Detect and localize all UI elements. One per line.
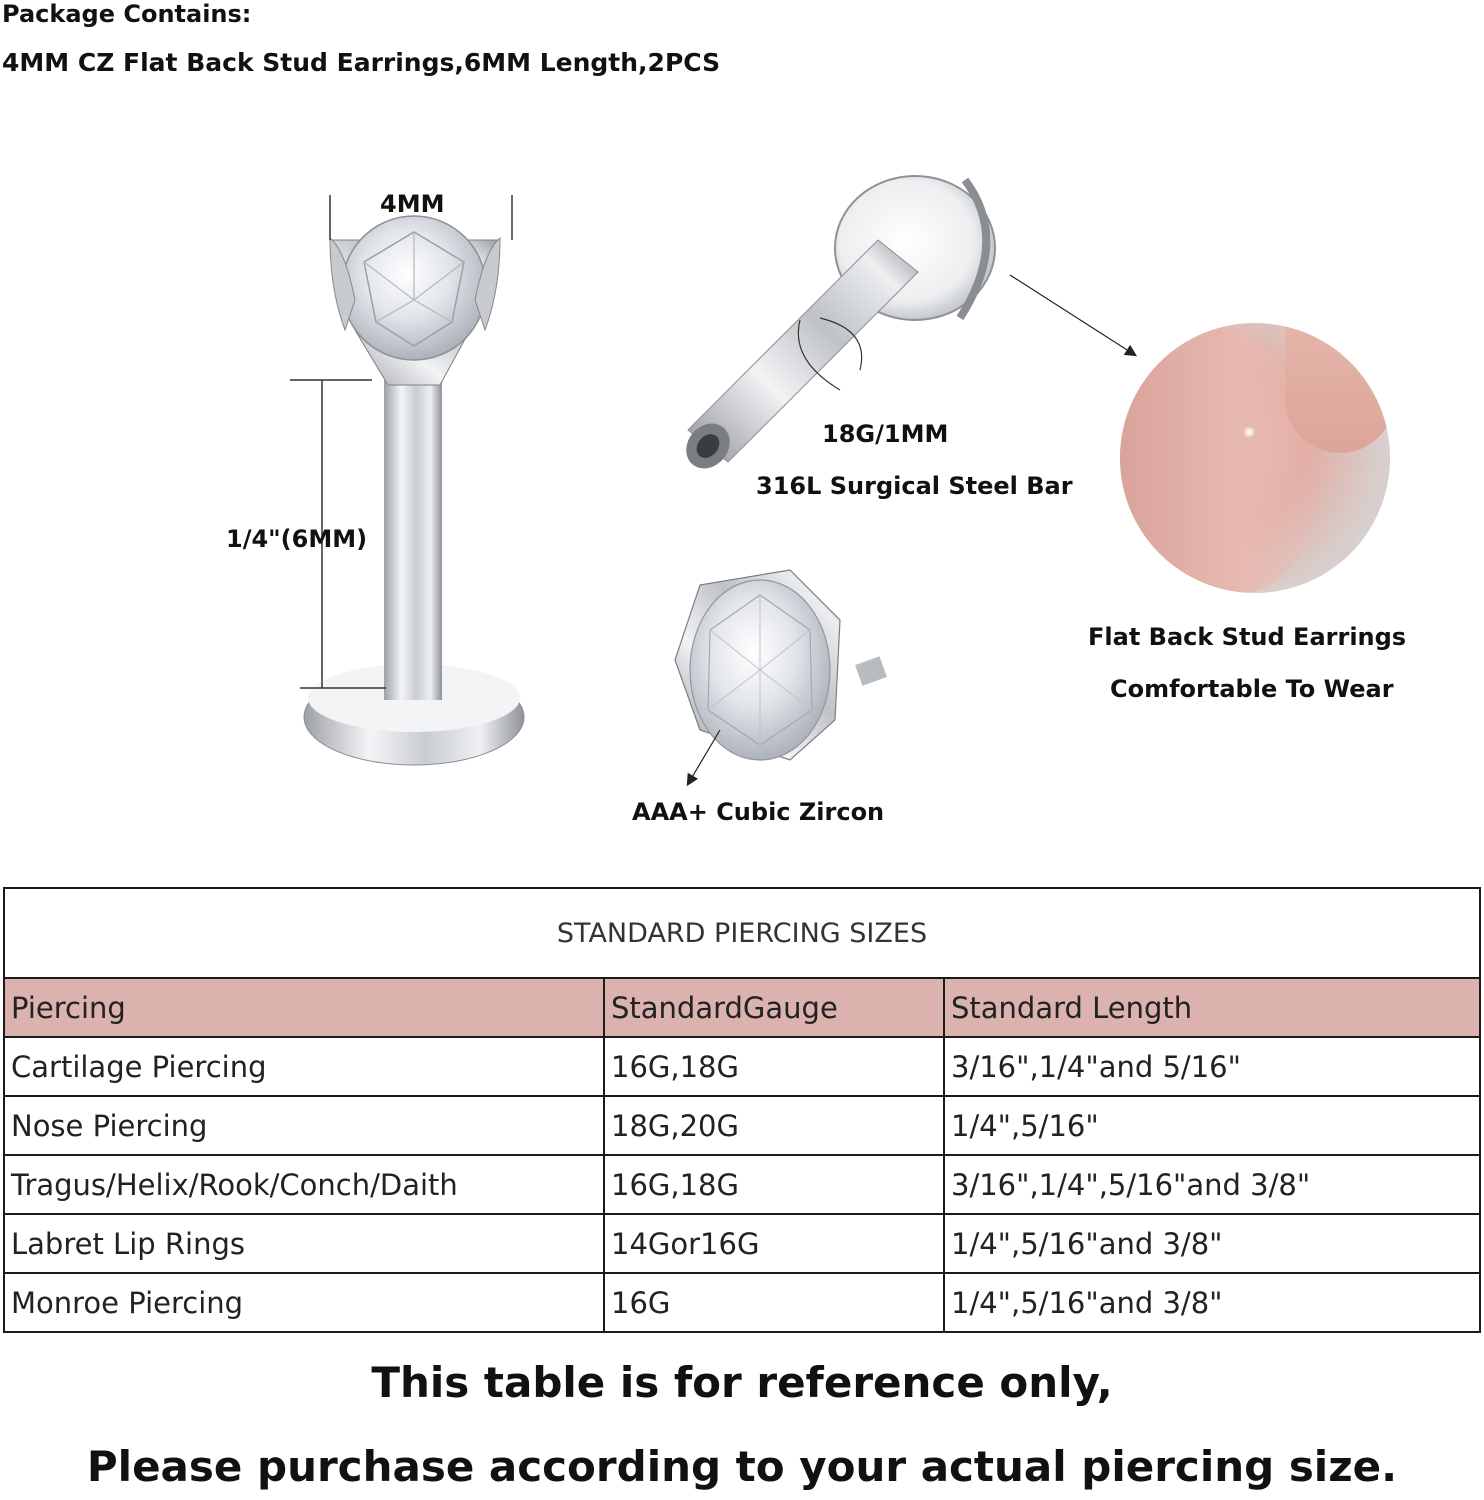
photo-pointer-arrow bbox=[1010, 275, 1135, 355]
gauge-cell: 16G,18G bbox=[604, 1037, 944, 1096]
purchase-advice: Please purchase according to your actual piercing size. bbox=[86, 1442, 1398, 1491]
length-cell: 3/16",1/4",5/16"and 3/8" bbox=[944, 1155, 1480, 1214]
width-label: 4MM bbox=[380, 190, 445, 218]
table-row bbox=[4, 1096, 1480, 1155]
length-label: 1/4"(6MM) bbox=[226, 525, 368, 553]
table-row bbox=[4, 1155, 1480, 1214]
column-header-length: Standard Length bbox=[944, 978, 1480, 1037]
piercing-cell: Nose Piercing bbox=[4, 1096, 604, 1155]
table-header-row bbox=[4, 978, 1480, 1037]
column-header-piercing: Piercing bbox=[4, 978, 604, 1037]
table-caption: STANDARD PIERCING SIZES bbox=[4, 888, 1480, 978]
bar-material-label: 316L Surgical Steel Bar bbox=[756, 472, 1073, 500]
reference-note: This table is for reference only, bbox=[371, 1358, 1113, 1407]
gauge-cell: 16G bbox=[604, 1273, 944, 1332]
length-cell: 1/4",5/16" bbox=[944, 1096, 1480, 1155]
finger bbox=[1285, 323, 1390, 453]
length-cell: 1/4",5/16"and 3/8" bbox=[944, 1273, 1480, 1332]
zircon-label: AAA+ Cubic Zircon bbox=[632, 798, 885, 826]
gauge-label: 18G/1MM bbox=[822, 420, 949, 448]
piercing-cell: Monroe Piercing bbox=[4, 1273, 604, 1332]
piercing-cell: Labret Lip Rings bbox=[4, 1214, 604, 1273]
package-contents: 4MM CZ Flat Back Stud Earrings,6MM Length,2PCS bbox=[2, 48, 721, 77]
table-row bbox=[4, 1037, 1480, 1096]
table-row bbox=[4, 1214, 1480, 1273]
piercing-hole bbox=[1242, 427, 1256, 437]
length-cell: 1/4",5/16"and 3/8" bbox=[944, 1214, 1480, 1273]
photo-caption-2: Comfortable To Wear bbox=[1110, 675, 1394, 703]
gauge-cell: 16G,18G bbox=[604, 1155, 944, 1214]
column-header-gauge: StandardGauge bbox=[604, 978, 944, 1037]
table-row bbox=[4, 1273, 1480, 1332]
stud-earring-assembled bbox=[304, 216, 524, 765]
gauge-cell: 14Gor16G bbox=[604, 1214, 944, 1273]
length-cell: 3/16",1/4"and 5/16" bbox=[944, 1037, 1480, 1096]
gauge-cell: 18G,20G bbox=[604, 1096, 944, 1155]
cubic-zircon-top bbox=[675, 570, 887, 760]
zircon-pointer-arrow bbox=[688, 730, 720, 784]
piercing-cell: Cartilage Piercing bbox=[4, 1037, 604, 1096]
ear-photo bbox=[1120, 323, 1390, 593]
piercing-cell: Tragus/Helix/Rook/Conch/Daith bbox=[4, 1155, 604, 1214]
piercing-size-table bbox=[3, 887, 1481, 1333]
package-title: Package Contains: bbox=[2, 0, 252, 28]
photo-caption-1: Flat Back Stud Earrings bbox=[1088, 623, 1407, 651]
